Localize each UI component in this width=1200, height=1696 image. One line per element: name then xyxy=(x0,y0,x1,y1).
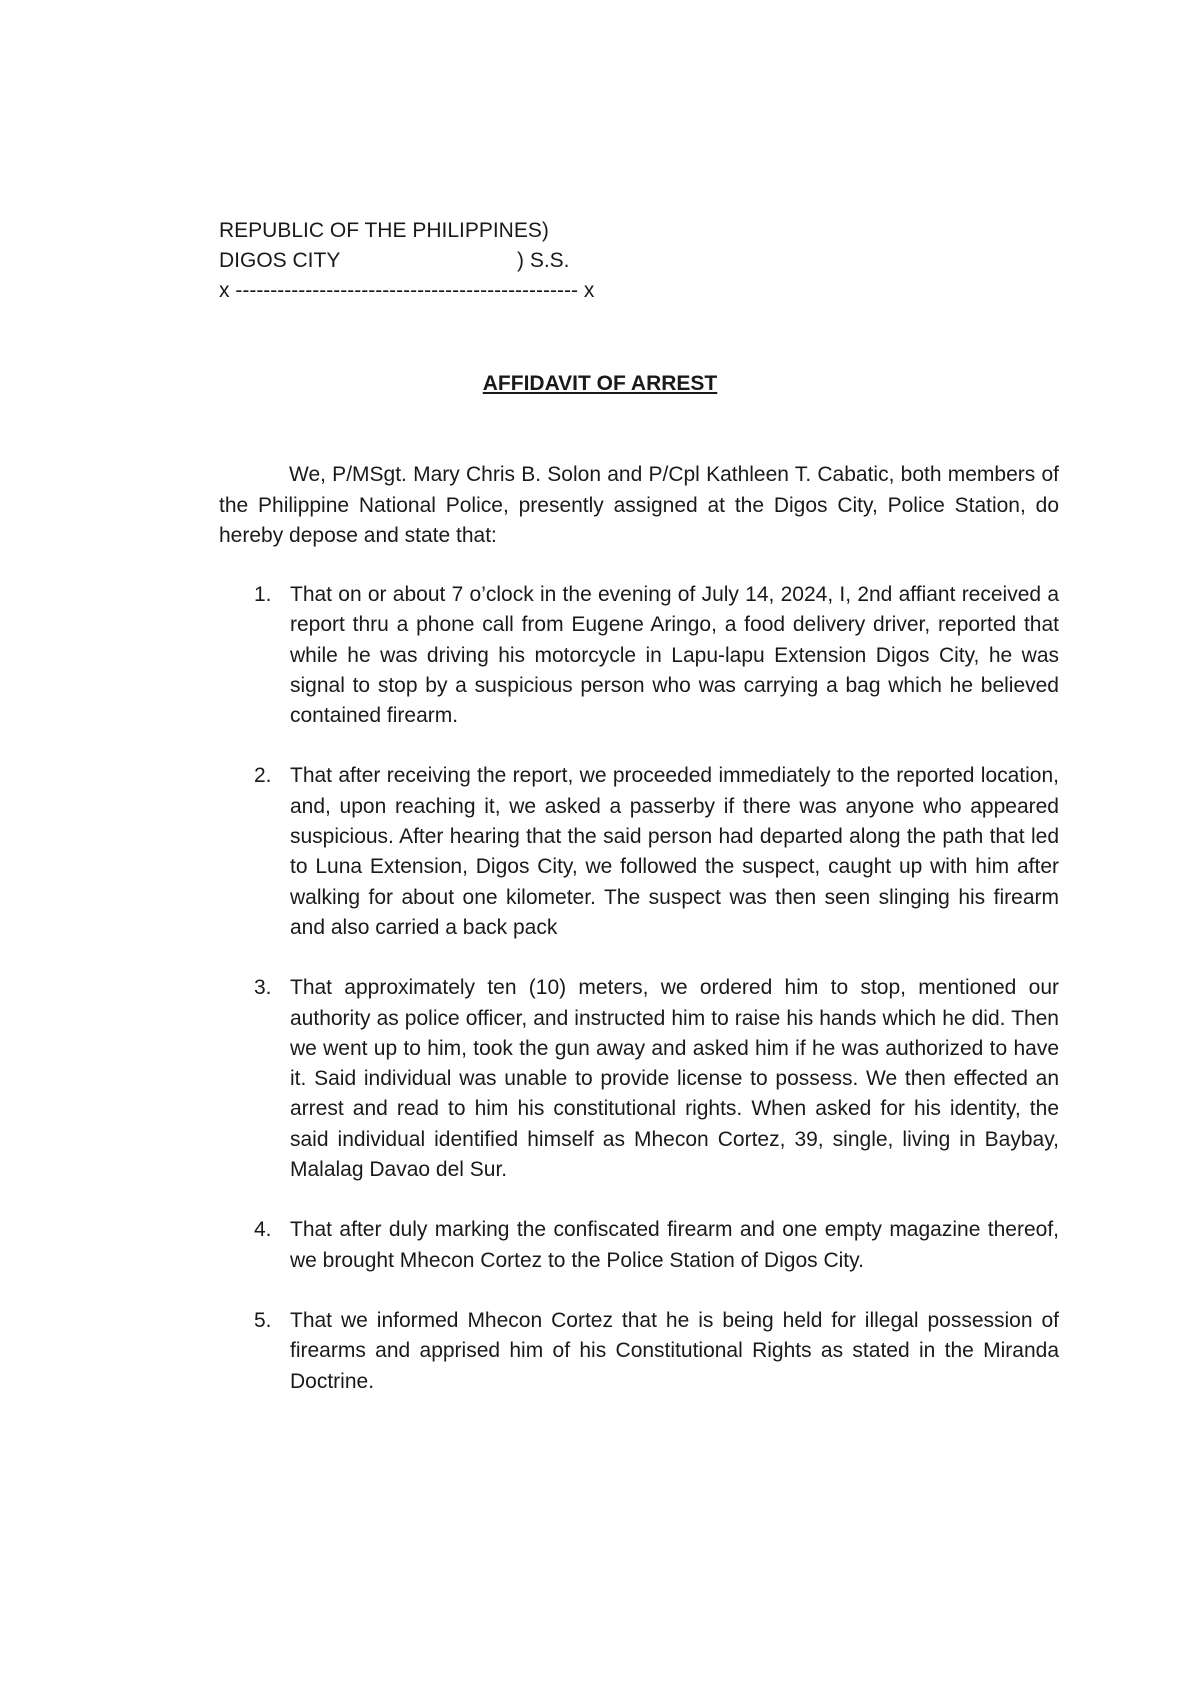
venue-caption xyxy=(219,216,594,306)
statement-text: That after receiving the report, we proceeded immediately to the reported location, and, upon reaching it, we asked a passerby if there was anyone who appeared suspicious. After hearing that the said person had departed along the path that led to Luna Extension, Digos City, we followed the suspect, caught up with him after walking for about one kilometer. The suspect was then seen slinging his firearm and also carried a back pack xyxy=(290,764,1059,939)
statement-item xyxy=(219,1306,1059,1397)
caption-line-1 xyxy=(219,216,594,246)
caption-republic: REPUBLIC OF THE PHILIPPINES) xyxy=(219,219,549,242)
caption-separator: x ------------------------------------------------- x xyxy=(219,279,595,302)
caption-ss: ) S.S. xyxy=(517,249,570,272)
statement-number: 4. xyxy=(254,1218,272,1242)
intro-paragraph: We, P/MSgt. Mary Chris B. Solon and P/Cpl Kathleen T. Cabatic, both members of the Philippine National Police, presently assigned at the Digos City, Police Station, do hereby depose and state that: xyxy=(219,463,1059,547)
document-title: AFFIDAVIT OF ARREST xyxy=(482,372,718,395)
numbered-statements xyxy=(219,580,1059,1427)
statement-number: 2. xyxy=(254,764,272,788)
statement-text: That we informed Mhecon Cortez that he is being held for illegal possession of firearms and apprised him of his Constitutional Rights as stated in the Miranda Doctrine. xyxy=(290,1308,1059,1393)
statement-item xyxy=(219,580,1059,731)
statement-text: That approximately ten (10) meters, we ordered him to stop, mentioned our authority as police officer, and instructed him to raise his hands which he did. Then we went up to him, took the gun away and asked him if he was authorized to have it. Said individual was unable to provide license to possess. We then effected an arrest and read to him his constitutional rights. When asked for his identity, the said individual identified himself as Mhecon Cortez, 39, single, living in Baybay, Malalag Davao del Sur. xyxy=(290,976,1059,1182)
statement-number: 3. xyxy=(254,976,272,1000)
statement-text: That after duly marking the confiscated firearm and one empty magazine thereof, we brought Mhecon Cortez to the Police Station of Digos City. xyxy=(290,1218,1059,1272)
statement-number: 5. xyxy=(254,1308,272,1332)
statement-item xyxy=(219,973,1059,1185)
caption-line-2 xyxy=(219,246,594,276)
statement-text: That on or about 7 o’clock in the evening of July 14, 2024, I, 2nd affiant received a report thru a phone call from Eugene Aringo, a food delivery driver, reported that while he was driving his motorcycle in Lapu-lapu Extension Digos City, he was signal to stop by a suspicious person who was carrying a bag which he believed contained firearm. xyxy=(290,583,1059,728)
caption-city: DIGOS CITY xyxy=(219,249,341,272)
statement-item xyxy=(219,1215,1059,1276)
statement-number: 1. xyxy=(254,583,272,606)
statement-item xyxy=(219,761,1059,943)
